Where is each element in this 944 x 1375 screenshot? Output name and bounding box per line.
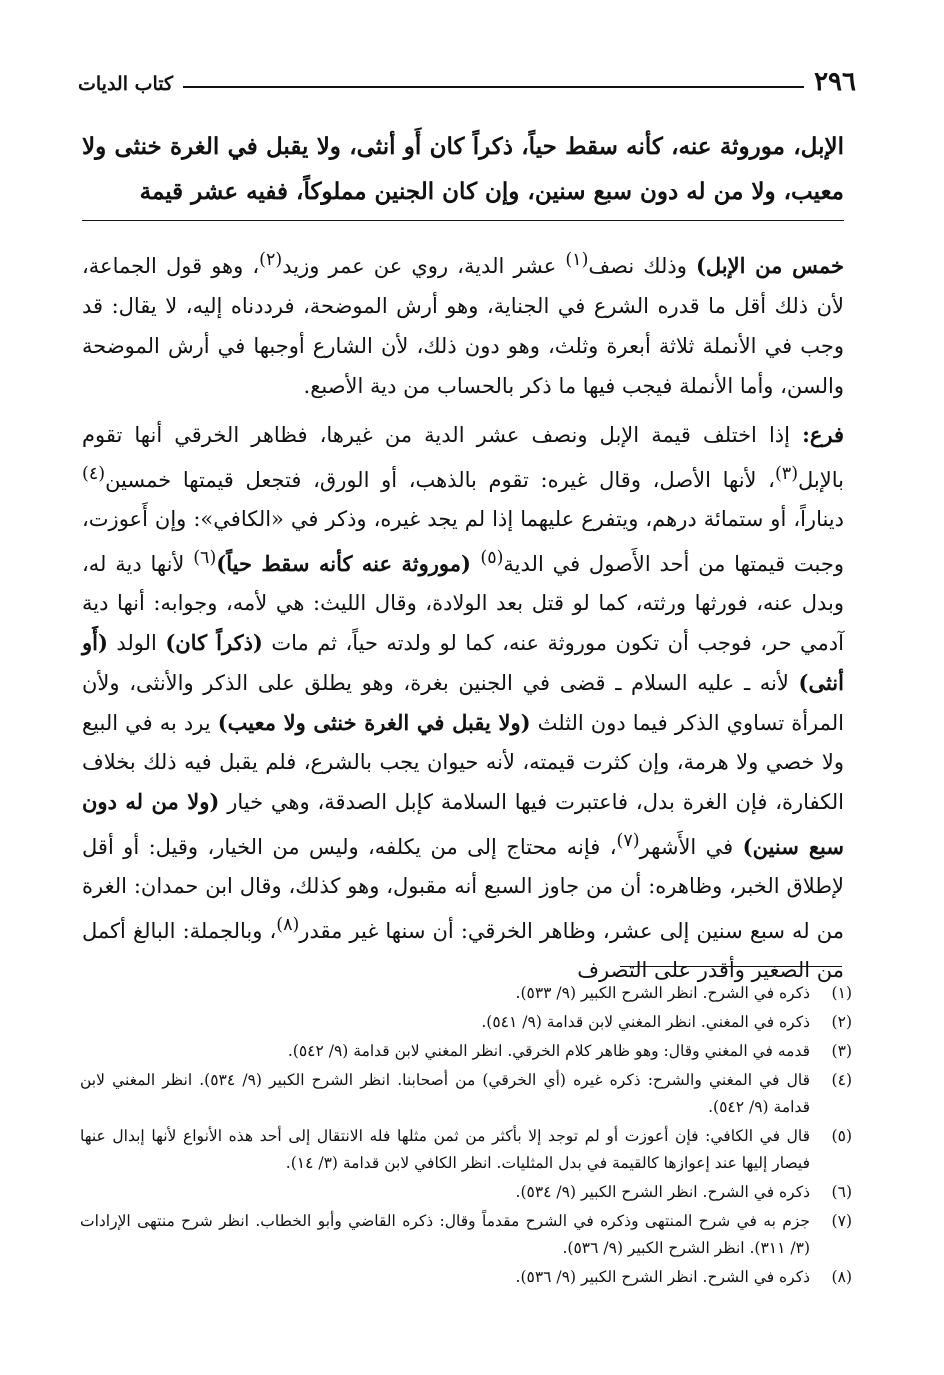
footnote-number: (٦) (831, 1183, 852, 1201)
footnote-ref: (٨) (276, 915, 300, 935)
sharh-p1-text (82, 240, 844, 406)
footnote-item (80, 1038, 852, 1065)
footnote-item (80, 1208, 852, 1262)
footnote-ref: (٣) (774, 464, 799, 484)
sharh-paragraph-2 (82, 415, 844, 990)
matn-paragraph: الإبل، موروثة عنه، كأنه سقط حياً، ذكراً كان أَو أنثى، ولا يقبل في الغرة خنثى ولا معيب، ولا من له دون سبع سنين، وإن كان الجنين مملوكاً، ففيه عشر قيمة (82, 133, 844, 205)
footnote-text: قال في المغني والشرح: ذكره غيره (أي الخرقي) من أصحابنا. انظر الشرح الكبير (٩/ ٥٣٤). انظر المغني لابن قدامة (٩/ ٥٤٢). (80, 1071, 810, 1116)
footnote-text: ذكره في الشرح. انظر الشرح الكبير (٩/ ٥٣٣). (515, 984, 810, 1002)
footnote-rule (620, 966, 842, 967)
sharh-text: في الأَشهر (639, 835, 743, 859)
footnotes (80, 980, 852, 1293)
sharh-p2-text (82, 415, 844, 990)
far-heading: فرع: (802, 422, 844, 447)
sharh-text: ، وبالجملة: البالغ أكمل من الصغير وأقدر على التصرف (82, 919, 844, 982)
footnote-text: قدمه في المغني وقال: وهو ظاهر كلام الخرقي. انظر المغني لابن قدامة (٩/ ٥٤٢). (287, 1042, 810, 1060)
sharh-text: ، لأنها الأصل، وقال غيره: تقوم بالذهب، أو الورق، فتجعل قيمتها خمسين (105, 468, 775, 492)
footnote-item (80, 1123, 852, 1177)
footnote-item (80, 1264, 852, 1291)
sharh-text: يرد به في البيع ولا خصي ولا هرمة، وإن كثرت قيمته، لأنه حيوان يجب بالشرع، فلم يقبل فيه ذلك بخلاف الكفارة، فإن الغرة بدل، فاعتبرت فيها السلامة كإبل الصدقة، وهي خيار (82, 711, 844, 814)
sharh-text: عشر الدية، روي عن عمر وزيد (282, 254, 566, 278)
footnote-text: ذكره في المغني. انظر المغني لابن قدامة (٩/ ٥٤١). (481, 1013, 810, 1031)
matn-quote: خمس من الإبل) (695, 253, 844, 278)
matn-quote: (ذكراً كان) (165, 630, 263, 655)
sharh-paragraph-1 (82, 240, 844, 406)
footnote-item (80, 1179, 852, 1206)
footnote-text: ذكره في الشرح. انظر الشرح الكبير (٩/ ٥٣٦). (515, 1268, 810, 1286)
matn-text (82, 124, 844, 214)
sharh-text: إذا اختلف قيمة الإبل ونصف عشر الدية من غيرها، فظاهر الخرقي أنها تقوم بالإبل (82, 423, 844, 492)
footnote-item (80, 980, 852, 1007)
footnote-number: (٧) (831, 1212, 852, 1230)
sharh-text: ، وهو قول الجماعة، لأن ذلك أقل ما قدره الشرع في الجناية، وهو أرش الموضحة، فرددناه إليه، لا يقال: قد وجب في الأنملة ثلاثة أبعرة وثلث، وهو دون ذلك، لأن الشارع أوجبها في أرش الموضحة والسن، وأما الأنملة فيجب فيها ما ذكر بالحساب من دية الأصبع. (82, 254, 844, 398)
footnote-text: ذكره في الشرح. انظر الشرح الكبير (٩/ ٥٣٤). (515, 1183, 810, 1201)
matn-quote: (موروثة عنه كأنه سقط حياً) (216, 551, 481, 576)
matn-quote: (ولا من له دون سبع سنين) (82, 789, 844, 859)
footnote-number: (٤) (831, 1071, 852, 1089)
footnote-ref: (٥) (480, 548, 504, 568)
sharh-text: ديناراً، أو ستمائة درهم، ويتفرع عليهما إذا لم يجد غيره، وذكر في «الكافي»: وإن أَعوزت، وجبت قيمتها من أحد الأَصول في الدية (82, 507, 844, 576)
matn-quote: (ولا يقبل في الغرة خنثى ولا معيب) (217, 710, 531, 735)
matn-quote: (أَو أنثى) (82, 630, 844, 695)
matn-sharh-divider (82, 220, 844, 221)
sharh-text: الولد (107, 631, 166, 655)
sharh-text: وذلك نصف (588, 254, 696, 278)
running-header (78, 62, 856, 96)
footnote-item (80, 1009, 852, 1036)
footnote-item (80, 1067, 852, 1121)
footnote-number: (٣) (831, 1042, 852, 1060)
footnote-text: جزم به في شرح المنتهى وذكره في الشرح مقدماً وقال: ذكره القاضي وأبو الخطاب. انظر شرح منتهى الإرادات (٣/ ٣١١). انظر الشرح الكبير (٩/ ٥٣٦). (80, 1212, 810, 1257)
page-number: ٢٩٦ (814, 67, 856, 97)
sharh-text: لأنها دية له، وبدل عنه، فورثها ورثته، كما لو قتل بعد الولادة، وقال الليث: هي لأمه، وجوابه: أنها دية آدمي حر، فوجب أن تكون موروثة عنه، كما لو ولدته حياً، ثم مات (82, 552, 844, 655)
chapter-title: كتاب الديات (78, 73, 174, 95)
footnote-number: (٢) (831, 1013, 852, 1031)
header-rule (183, 86, 804, 88)
footnote-number: (٥) (831, 1127, 852, 1145)
footnote-number: (٨) (831, 1268, 852, 1286)
sharh-text: لأنه ـ عليه السلام ـ قضى في الجنين بغرة، وهو يطلق على الذكر والأنثى، ولأن المرأة تساوي الذكر فيما دون الثلث (82, 671, 844, 735)
footnote-number: (١) (831, 984, 852, 1002)
footnote-text: قال في الكافي: فإن أعوزت أو لم توجد إلا بأكثر من ثمن مثلها فله الانتقال إلى أحد هذه الأنواع لأنها إبدال عنها فيصار إليها عند إعوازها كالقيمة في بدل المثليات. انظر الكافي لابن قدامة (٣/ ١٤). (80, 1127, 810, 1172)
footnote-ref: (٤) (82, 464, 106, 484)
sharh-text: ، فإنه محتاج إلى من يكلفه، وليس من الخيار، وقيل: أو أقل لإطلاق الخبر، وظاهره: أن من جاوز السبع أنه مقبول، وهو كذلك، وقال ابن حمدان: الغرة من له سبع سنين إلى عشر، وظاهر الخرقي: أن سنها غير مقدر (82, 835, 844, 943)
footnote-ref: (٧) (616, 831, 640, 851)
footnote-ref: (٢) (259, 250, 283, 270)
footnote-ref: (٦) (193, 548, 217, 568)
footnote-ref: (١) (565, 250, 589, 270)
